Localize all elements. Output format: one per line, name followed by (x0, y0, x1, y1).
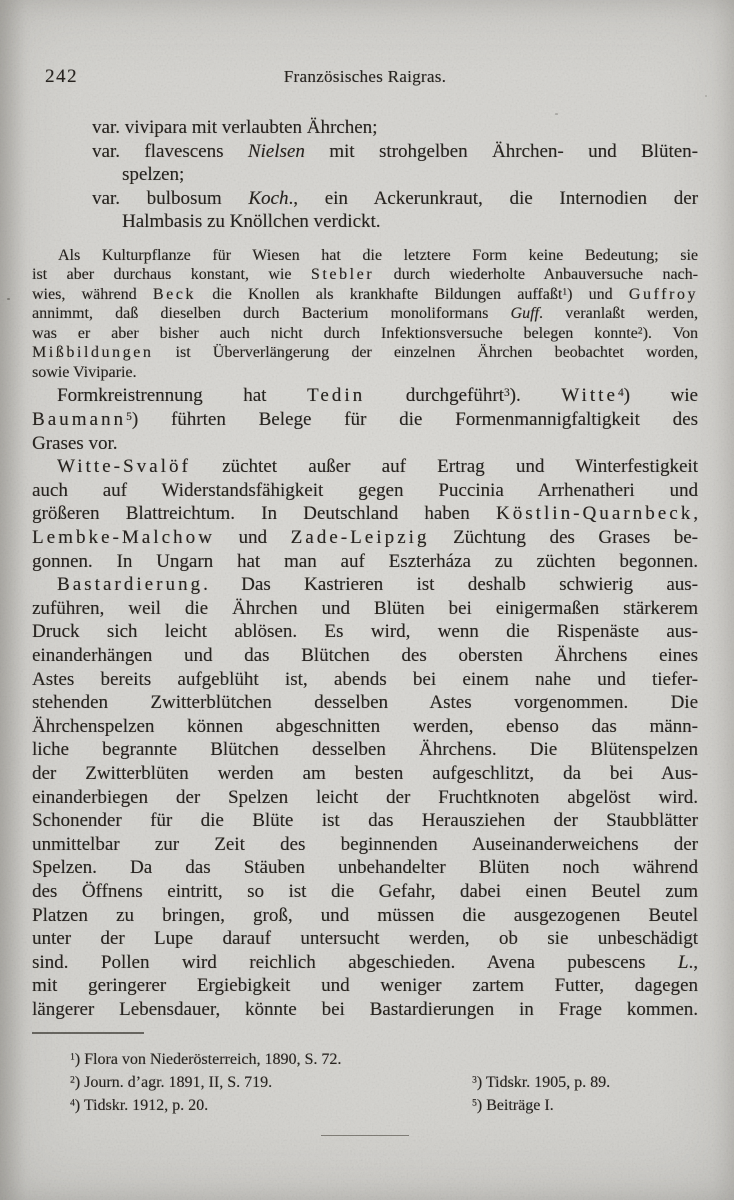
footnote-row (32, 1048, 698, 1071)
variety-list (92, 116, 698, 234)
section-end-rule (321, 1135, 409, 1137)
footnote-row (32, 1071, 698, 1094)
text-line: was er aber bisher auch nicht durch Infektionsversuche belegen konnte$^2$). Von (32, 324, 698, 342)
text-line: längerer Lebensdauer, könnte bei Bastardierungen in Frage kommen. (32, 998, 698, 1020)
text-line: Mißbildungen ist Überverlängerung der einzelnen Ährchen beobachtet worden, (32, 344, 698, 362)
text-line: einanderhängen und das Blütchen des obersten Ährchens eines (32, 645, 698, 666)
text-line: Grases vor. (32, 432, 118, 454)
text-line: ist aber durchaus konstant, wie Stebler durch wiederholte Anbauversuche nach- (32, 266, 698, 284)
text-line: Formkreistrennung hat Tedin durchgeführt$^3$). Witte$^4$) wie (57, 385, 698, 407)
text-line: var. flavescens Nielsen mit strohgelben Ährchen- und Blüten- (92, 140, 698, 162)
text-line: gonnen. In Ungarn hat man auf Eszterháza zu züchten begonnen. (32, 550, 698, 572)
text-line: Druck sich leicht ablösen. Es wird, wenn die Rispenäste aus- (32, 621, 698, 643)
scan-speck (7, 298, 10, 300)
text-line: var. vivipara mit verlaubten Ährchen; (92, 117, 378, 138)
text-line: auch auf Widerstandsfähigkeit gegen Puccinia Arrhenatheri und (32, 479, 698, 501)
footnote-5: $^5$) Beiträge I. (472, 1096, 554, 1114)
text-line: Astes bereits aufgeblüht ist, abends bei einem nahe und tiefer- (32, 668, 698, 690)
text-line: mit geringerer Ergiebigkeit und weniger zartem Futter, dagegen (32, 975, 698, 997)
paragraph-formkreistrennung (32, 384, 698, 455)
text-line: stehenden Zwitterblütchen desselben Astes vorgenommen. Die (32, 692, 698, 714)
text-line: wies, während Beck die Knollen als krankhafte Bildungen auffaßt$^1$) und Guffroy (32, 285, 699, 303)
paragraph-bastardierung (32, 573, 698, 1021)
text-line: Lembke-Malchow und Zade-Leipzig Züchtung des Grases be- (32, 527, 699, 549)
page-header (32, 66, 698, 88)
text-line: des Öffnens eintritt, so ist die Gefahr, dabei einen Beutel zum (32, 880, 698, 902)
text-line: Halmbasis zu Knöllchen verdickt. (122, 211, 381, 233)
footnote-separator-rule (32, 1032, 144, 1034)
text-line: Ährchenspelzen können abgeschnitten werden, ebenso das männ- (32, 715, 698, 737)
text-line: zuführen, weil die Ährchen und Blüten bei einigermaßen stärkerem (32, 597, 698, 619)
text-line: der Zwitterblüten werden am besten aufgeschlitzt, da bei Aus- (32, 762, 698, 784)
footnotes (32, 1048, 698, 1117)
variety-item-bulbosum (92, 187, 698, 234)
footnote-row (32, 1094, 698, 1117)
text-line: größeren Blattreichtum. In Deutschland haben Köstlin-Quarnbeck, (32, 503, 698, 525)
text-line: Witte-Svalöf züchtet außer auf Ertrag und Winterfestigkeit (57, 456, 698, 478)
running-title: Französisches Raigras. (283, 67, 447, 86)
small-print-paragraph (32, 246, 698, 383)
scan-speck (555, 113, 558, 115)
scan-speck (705, 95, 707, 97)
text-line: spelzen; (122, 164, 185, 186)
footnote-3: $^3$) Tidskr. 1905, p. 89. (472, 1073, 611, 1091)
text-line: Bastardierung. Das Kastrieren ist deshalb schwierig aus- (57, 574, 698, 596)
text-line: sind. Pollen wird reichlich abgeschieden. Avena pubescens L., (32, 951, 698, 973)
text-line: Spelzen. Da das Stäuben unbehandelter Blüten noch während (32, 857, 698, 879)
text-line: var. bulbosum Koch., ein Ackerunkraut, die Internodien der (92, 187, 698, 209)
variety-item-flavescens (92, 140, 698, 187)
page-content (0, 66, 734, 1136)
text-line: Baumann$^5$) führten Belege für die Formenmannigfaltigkeit des (32, 409, 698, 431)
footnote-2: $^2$) Journ. d’agr. 1891, II, S. 719. (70, 1073, 273, 1091)
text-line: liche begrannte Blütchen desselben Ährchens. Die Blütenspelzen (32, 739, 698, 761)
text-line: sowie Viviparie. (32, 363, 137, 381)
footnote-1: $^1$) Flora von Niederösterreich, 1890, S. 72. (70, 1050, 342, 1068)
text-line: Schonender für die Blüte ist das Herausziehen der Staubblätter (32, 810, 698, 832)
text-line: unmittelbar zur Zeit des beginnenden Auseinanderweichens der (32, 833, 698, 855)
text-line: einanderbiegen der Spelzen leicht der Fruchtknoten abgelöst wird. (32, 786, 698, 808)
text-line: Als Kulturpflanze für Wiesen hat die letztere Form keine Bedeutung; sie (58, 246, 698, 264)
variety-item-vivipara (92, 116, 698, 140)
text-line: Platzen zu bringen, groß, und müssen die ausgezogenen Beutel (32, 904, 698, 926)
paragraph-zuechtung (32, 455, 698, 573)
footnote-row1-right (472, 1048, 698, 1071)
text-line: annimmt, daß dieselben durch Bacterium monoliformans Guff. veranlaßt werden, (32, 305, 698, 323)
footnote-4: $^4$) Tidskr. 1912, p. 20. (70, 1096, 209, 1114)
page-number: 242 (45, 66, 78, 87)
text-line: unter der Lupe darauf untersucht werden, ob sie unbeschädigt (32, 928, 698, 950)
